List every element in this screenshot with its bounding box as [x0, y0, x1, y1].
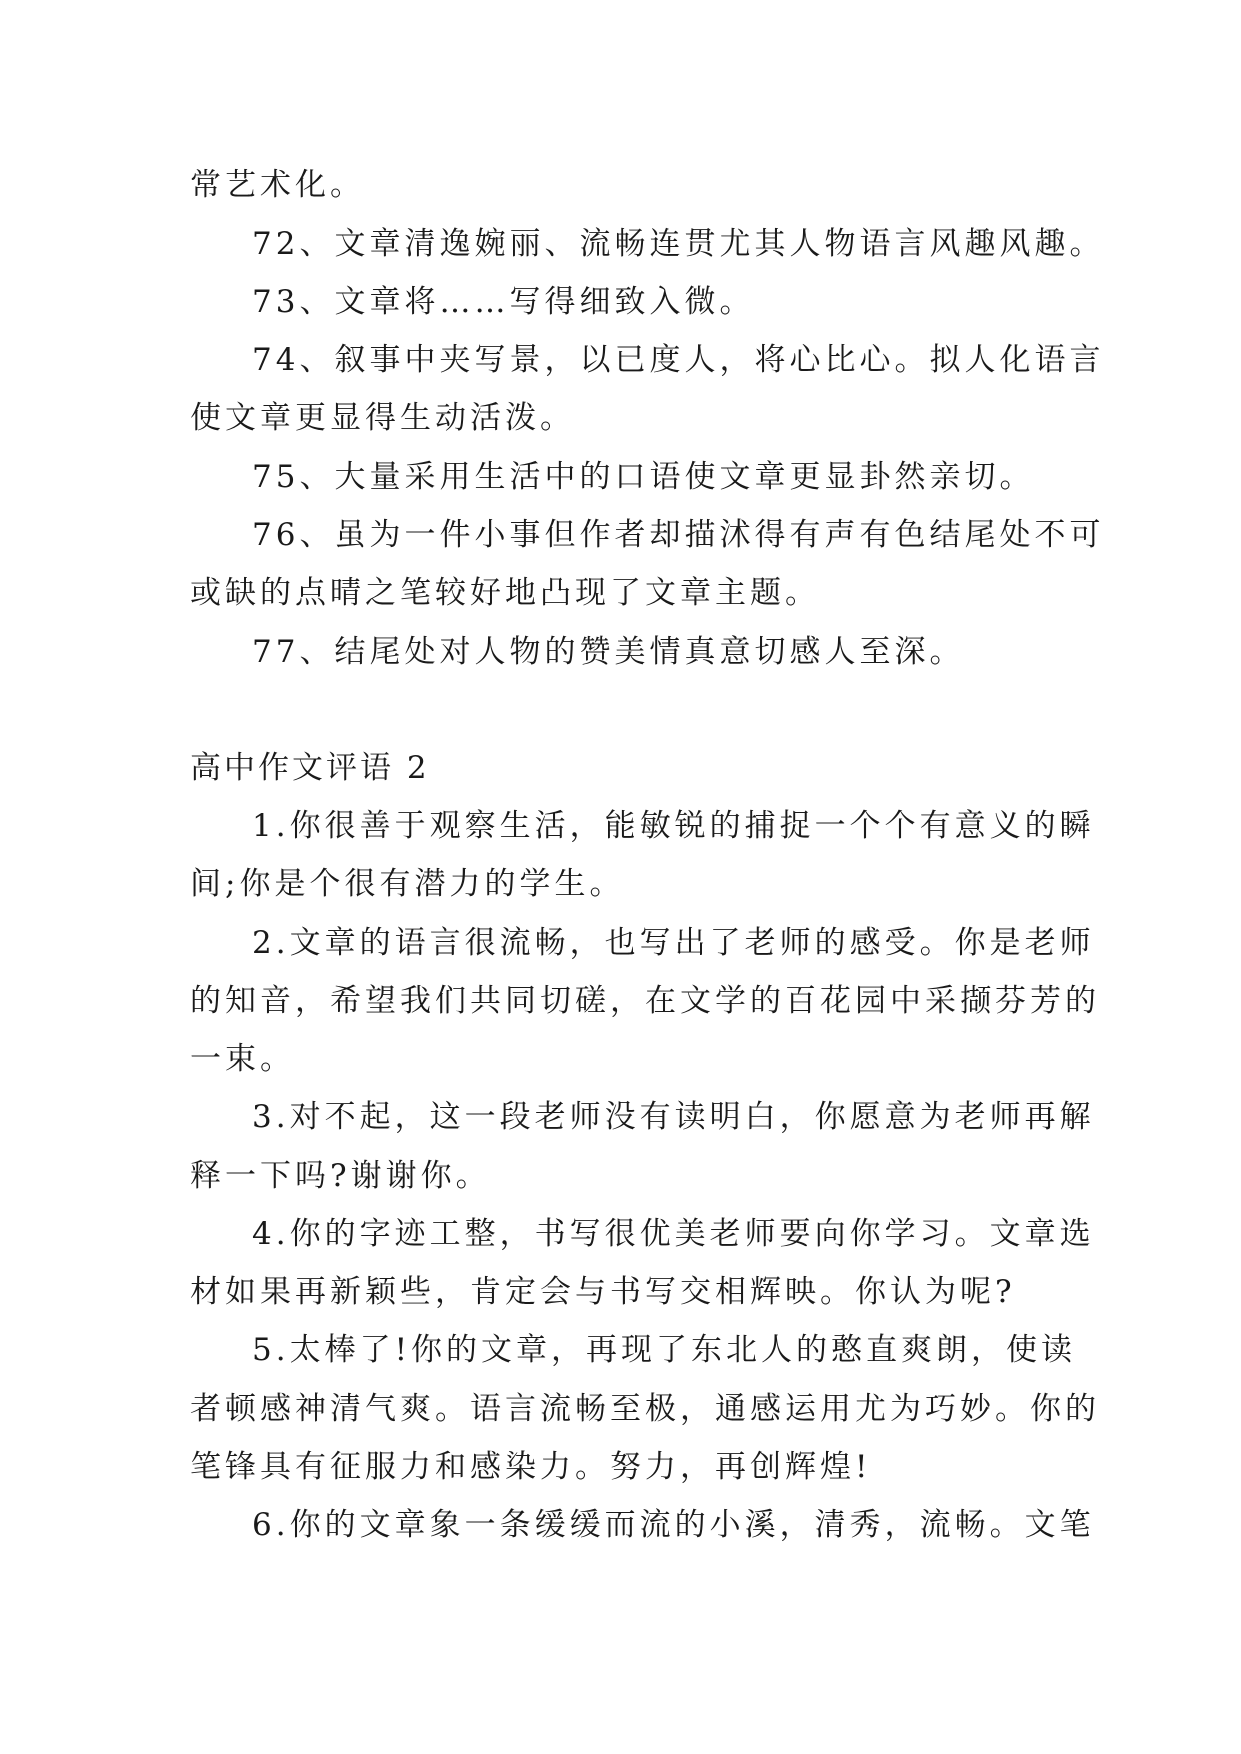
- paragraph-line: 或缺的点晴之笔较好地凸现了文章主题。: [190, 575, 820, 611]
- paragraph-line: 笔锋具有征服力和感染力。努力，再创辉煌!: [190, 1449, 872, 1485]
- paragraph-line: 一束。: [190, 1041, 295, 1077]
- paragraph-line: 间;你是个很有潜力的学生。: [190, 866, 625, 902]
- paragraph-line: 73、文章将……写得细致入微。: [252, 284, 755, 320]
- paragraph-line: 的知音，希望我们共同切磋，在文学的百花园中采撷芬芳的: [190, 983, 1100, 1019]
- paragraph-line: 常艺术化。: [190, 167, 365, 203]
- paragraph-line: 者顿感神清气爽。语言流畅至极，通感运用尤为巧妙。你的: [190, 1391, 1100, 1427]
- paragraph-line: 释一下吗?谢谢你。: [190, 1158, 491, 1194]
- paragraph-line: 材如果再新颖些，肯定会与书写交相辉映。你认为呢?: [190, 1274, 1016, 1310]
- paragraph-line: 76、虽为一件小事但作者却描沭得有声有色结尾处不可: [252, 517, 1105, 553]
- paragraph-line: 使文章更显得生动活泼。: [190, 400, 575, 436]
- paragraph-line: 75、大量采用生活中的口语使文章更显卦然亲切。: [252, 459, 1035, 495]
- paragraph-line: 6.你的文章象一条缓缓而流的小溪，清秀，流畅。文笔: [252, 1507, 1095, 1543]
- section-heading: 高中作文评语 2: [190, 750, 430, 786]
- paragraph-line: 1.你很善于观察生活，能敏锐的捕捉一个个有意义的瞬: [252, 808, 1095, 844]
- paragraph-line: 74、叙事中夹写景，以已度人，将心比心。拟人化语言: [252, 342, 1105, 378]
- paragraph-line: 5.太棒了!你的文章，再现了东北人的憨直爽朗，使读: [252, 1332, 1077, 1368]
- paragraph-line: 2.文章的语言很流畅，也写出了老师的感受。你是老师: [252, 925, 1095, 961]
- paragraph-line: 72、文章清逸婉丽、流畅连贯尤其人物语言风趣风趣。: [252, 226, 1105, 262]
- paragraph-line: 4.你的字迹工整，书写很优美老师要向你学习。文章选: [252, 1216, 1095, 1252]
- paragraph-line: 3.对不起，这一段老师没有读明白，你愿意为老师再解: [252, 1099, 1095, 1135]
- paragraph-line: 77、结尾处对人物的赞美情真意切感人至深。: [252, 634, 965, 670]
